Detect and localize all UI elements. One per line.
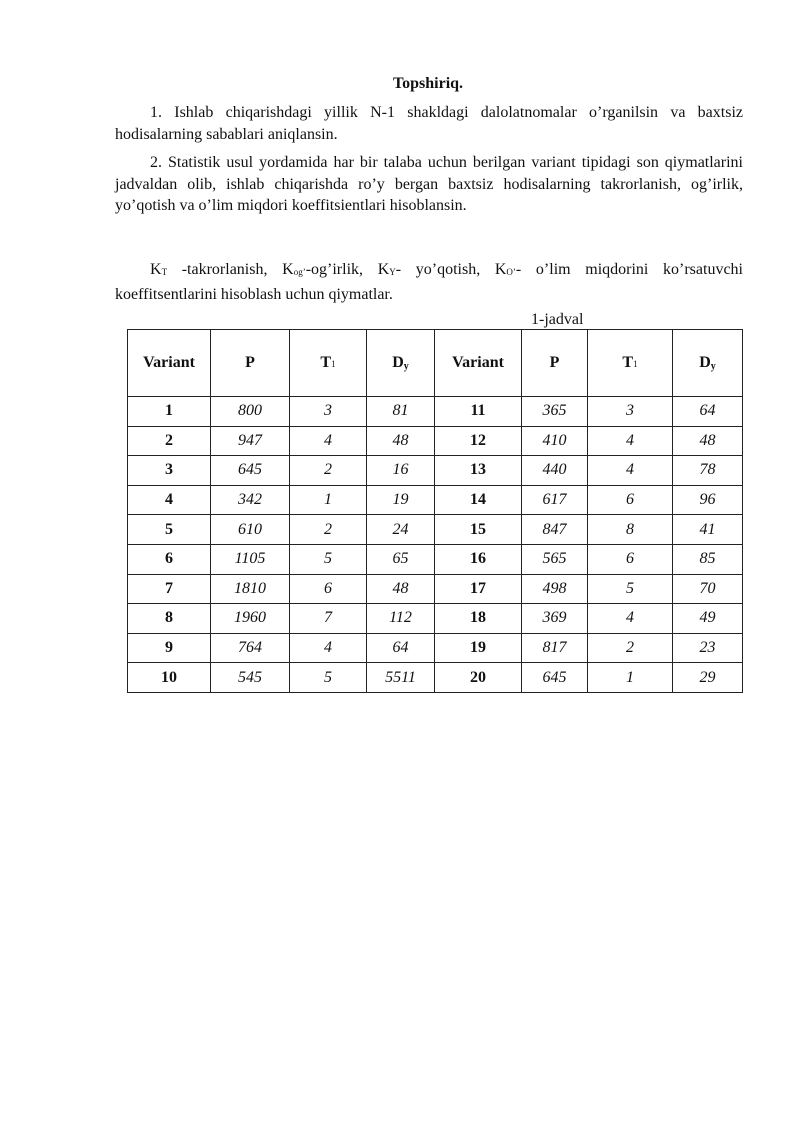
cell-p-2: 365	[522, 397, 588, 427]
cell-variant: 8	[128, 604, 211, 634]
cell-variant: 9	[128, 633, 211, 663]
cell-dy: 65	[367, 544, 435, 574]
cell-p-2: 645	[522, 663, 588, 693]
cell-t1: 5	[290, 663, 367, 693]
table-row	[128, 397, 743, 427]
cell-dy: 81	[367, 397, 435, 427]
task-2: 2. Statistik usul yordamida har bir talaba uchun berilgan variant tipidagi son qiymatlarini jadvaldan olib, ishlab chiqarishda ro’y bergan baxtsiz hodisalarning takrorlanish, og’irlik, yo’qotish va o’lim miqdori koeffitsientlari hisoblansin.	[115, 154, 743, 214]
cell-p: 947	[211, 426, 290, 456]
task-1: 1. Ishlab chiqarishdagi yillik N-1 shakldagi dalolatnomalar o’rganilsin va baxtsiz hodisalarning sabablari aniqlansin.	[115, 104, 743, 143]
kt-text: -takrorlanish,	[167, 261, 283, 278]
cell-t1: 1	[290, 485, 367, 515]
cell-variant-2: 18	[435, 604, 522, 634]
table-caption: 1-jadval	[531, 311, 584, 328]
cell-t1-2: 4	[588, 456, 673, 486]
cell-p-2: 369	[522, 604, 588, 634]
cell-dy: 24	[367, 515, 435, 545]
cell-t1-2: 6	[588, 485, 673, 515]
cell-t1: 4	[290, 426, 367, 456]
header-p: P	[211, 330, 290, 397]
cell-t1-2: 5	[588, 574, 673, 604]
ky-subscript: Y	[389, 267, 396, 277]
header-t1-2: T1	[588, 330, 673, 397]
cell-p-2: 440	[522, 456, 588, 486]
table-row	[128, 515, 743, 545]
cell-variant: 7	[128, 574, 211, 604]
header-variant: Variant	[128, 330, 211, 397]
cell-p: 1105	[211, 544, 290, 574]
cell-p-2: 565	[522, 544, 588, 574]
cell-dy: 5511	[367, 663, 435, 693]
cell-p-2: 817	[522, 633, 588, 663]
cell-dy-2: 29	[673, 663, 743, 693]
cell-t1: 5	[290, 544, 367, 574]
cell-t1-2: 4	[588, 426, 673, 456]
header-p-2: P	[522, 330, 588, 397]
cell-dy-2: 48	[673, 426, 743, 456]
cell-variant-2: 20	[435, 663, 522, 693]
cell-variant-2: 11	[435, 397, 522, 427]
cell-dy-2: 96	[673, 485, 743, 515]
cell-variant-2: 15	[435, 515, 522, 545]
cell-variant-2: 19	[435, 633, 522, 663]
cell-variant: 5	[128, 515, 211, 545]
header-dy: Dy	[367, 330, 435, 397]
cell-p: 342	[211, 485, 290, 515]
cell-dy: 48	[367, 426, 435, 456]
cell-p-2: 498	[522, 574, 588, 604]
coefficients-description	[115, 259, 743, 305]
cell-t1: 2	[290, 515, 367, 545]
cell-t1: 2	[290, 456, 367, 486]
cell-t1-2: 8	[588, 515, 673, 545]
cell-variant: 2	[128, 426, 211, 456]
ky-text: - yo’qotish,	[395, 261, 495, 278]
cell-t1-2: 1	[588, 663, 673, 693]
cell-dy: 64	[367, 633, 435, 663]
data-table	[127, 329, 743, 693]
cell-p: 545	[211, 663, 290, 693]
cell-dy-2: 49	[673, 604, 743, 634]
cell-p: 800	[211, 397, 290, 427]
table-row	[128, 604, 743, 634]
cell-dy-2: 41	[673, 515, 743, 545]
kog-letter: K	[282, 261, 294, 278]
cell-t1: 7	[290, 604, 367, 634]
cell-t1-2: 3	[588, 397, 673, 427]
kt-letter: K	[150, 261, 162, 278]
cell-t1: 4	[290, 633, 367, 663]
cell-t1: 3	[290, 397, 367, 427]
header-t1: T1	[290, 330, 367, 397]
cell-dy: 48	[367, 574, 435, 604]
cell-dy-2: 70	[673, 574, 743, 604]
cell-p: 1810	[211, 574, 290, 604]
table-header-row	[128, 330, 743, 397]
cell-variant-2: 13	[435, 456, 522, 486]
kt-subscript: T	[161, 267, 168, 277]
cell-p: 1960	[211, 604, 290, 634]
cell-variant: 6	[128, 544, 211, 574]
table-row	[128, 544, 743, 574]
table-row	[128, 574, 743, 604]
cell-t1: 6	[290, 574, 367, 604]
cell-t1-2: 2	[588, 633, 673, 663]
cell-dy: 112	[367, 604, 435, 634]
ko-text: - o’lim miqdorini ko’rsatuvchi koeffitsentlarini hisoblash uchun qiymatlar.	[115, 261, 743, 303]
cell-dy: 16	[367, 456, 435, 486]
table-row	[128, 663, 743, 693]
header-dy-2: Dy	[673, 330, 743, 397]
kog-subscript: og’	[293, 267, 306, 277]
cell-t1-2: 4	[588, 604, 673, 634]
cell-variant-2: 14	[435, 485, 522, 515]
cell-p: 610	[211, 515, 290, 545]
cell-variant-2: 16	[435, 544, 522, 574]
ko-subscript: O’	[506, 267, 516, 277]
cell-dy: 19	[367, 485, 435, 515]
table-row	[128, 633, 743, 663]
cell-p-2: 847	[522, 515, 588, 545]
cell-p-2: 617	[522, 485, 588, 515]
header-variant-2: Variant	[435, 330, 522, 397]
cell-dy-2: 78	[673, 456, 743, 486]
cell-dy-2: 64	[673, 397, 743, 427]
cell-p-2: 410	[522, 426, 588, 456]
cell-dy-2: 85	[673, 544, 743, 574]
page-title: Topshiriq.	[392, 75, 464, 92]
cell-variant-2: 17	[435, 574, 522, 604]
cell-variant-2: 12	[435, 426, 522, 456]
cell-variant: 1	[128, 397, 211, 427]
cell-p: 764	[211, 633, 290, 663]
cell-t1-2: 6	[588, 544, 673, 574]
ko-letter: K	[494, 261, 507, 278]
cell-dy-2: 23	[673, 633, 743, 663]
cell-variant: 4	[128, 485, 211, 515]
cell-variant: 10	[128, 663, 211, 693]
kog-text: -og’irlik,	[305, 261, 378, 278]
table-row	[128, 426, 743, 456]
table-row	[128, 456, 743, 486]
table-row	[128, 485, 743, 515]
cell-variant: 3	[128, 456, 211, 486]
cell-p: 645	[211, 456, 290, 486]
ky-letter: K	[377, 261, 390, 278]
